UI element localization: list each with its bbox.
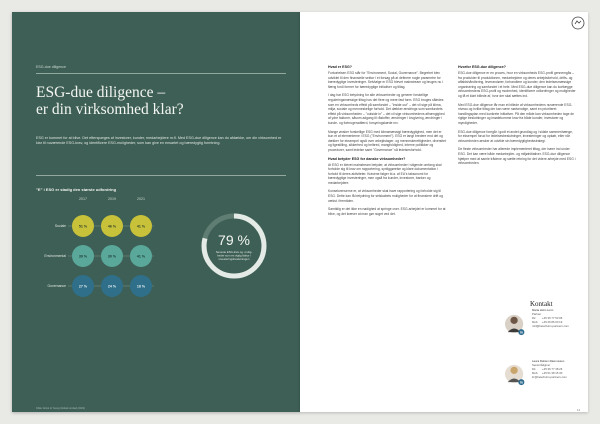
page-title <box>36 84 286 118</box>
year-label-0: 2017 <box>79 197 87 201</box>
logo-icon <box>571 16 585 30</box>
right-page <box>300 12 588 412</box>
source-footer: Kilde: Ernst & Young Global Limited (2021) <box>36 407 86 410</box>
contact-heading: Kontakt <box>530 300 553 308</box>
contact-person-2 <box>532 360 584 380</box>
paragraph: I dag har ESG betydning for alle virksomheder og generer forskellige reguleringsmæssige tiltag hos det flere og mere fast form. ESG bruges således som en virksomheds effekt på samfundet – "inside out" – det vil sige på klima, miljø, sociale og menneskelige forhold. Det dækker ændrings som samfundets effekt på virksomheden – "outside in" – det vil sige virksomhedens afhængighed af ydre faktorer, såsom adgang til råstoffer, ændringer i lovgivning, ændringer i kunde- og forbrugeradfærd, forsyningskæde mv. <box>328 93 445 125</box>
contact-person-1 <box>532 309 584 329</box>
row-label-governance: Governance <box>47 284 66 288</box>
value-environmental-2019: 30 % <box>107 254 117 259</box>
lead-paragraph: ESG er kommet for at blive. Det efterspørges af investorer, kunder, medarbejdere m.fl. Med ESG-due diligence kan du afdække, om din virksomhed er klar til nuværende ESG-krav, og identificere ESG-muligheder, som kan give en ensartet og bæredygtig formtning. <box>36 136 282 146</box>
person-name: Laura Rebien Rasmussen <box>532 359 565 363</box>
heading-hvad-er-esg: Hvad er ESG? <box>328 65 352 69</box>
value-environmental-2021: 41 % <box>136 254 146 259</box>
title-line-1: ESG-due diligence – <box>36 84 166 101</box>
paragraph: Mange ønsker forskellige ESG med klimamæssigt bæredygtighed, men det er kun et af elementerne i ESG ("Environment"). ESG er langt bredere end det og dækker for eksempel også over arbejdstager- og menneskerettigheder, diversitet og ligestilling, sikkerhed og helbred, mangfoldighed, interne politikker og procedurer, samt ledelse samt "Governance" så ledelsesforhold. <box>328 129 446 152</box>
paragraph: Samtidig er det ikke en nødighed at springe over. ESG-arbejdet er kommet for at blive, og det kræver at man gør noget ved det. <box>328 207 446 216</box>
row-label-sociale: Sociale <box>54 224 66 228</box>
heading-hvorfor-esg: Hvorfor ESG-due diligence? <box>458 65 506 69</box>
paragraph: At ESG er blevet mainstream betyder, at virksomheder i stigende omfang skal forholde sig til krav om rapportering, synliggørelse og klare dokumentation i forhold til deres aktiviteter. Kravene følger bl.a. af EU's taksonomi for bæredygtige investeringer, men også fra kunder, investorer, banker og medarbejdere. <box>328 162 442 185</box>
chart-title: "E" i ESG er stadig den største udfordring <box>36 187 117 192</box>
paragraph: Med ESG-due diligence får man et billede af virksomhedens nuværende ESG-niveau og hvilke tiltag der kan være nødvendige, samt en prioriteret handlingsplan med konkrete initiativer. På den måde kan virksomheden tage de rigtige beslutninger og imødekomme krav fra både kunder, investorer og myndigheder. <box>458 102 575 125</box>
email-link[interactable]: lrr@beierholm-partners.com <box>532 374 567 379</box>
year-label-1: 2019 <box>108 197 116 201</box>
value-sociale-2017: 51 % <box>78 224 88 229</box>
donut-caption-1: Seneste ESG-krav og -mulig- <box>215 250 253 254</box>
paragraph: Konsekvenserne er, at virksomheder skal have rapportering og forholde sig til ESG. Dette kan få betydning for selskabets muligheder for at finansiere drift og vækst i fremtiden. <box>328 189 443 203</box>
row-label-environmental: Environmental <box>44 254 66 258</box>
text-column-1 <box>328 65 446 220</box>
paragraph: Forkortelsen ESG står for "Environment, Social, Governance". Begrebet blev udviklet til den finansielle sektor i et forsøg på at definere nogle parametre for bæredygtige investeringer. Selvfølge er ESG blevet mainstream og bruges nu i flæng fordi former for bæredygtige initiativer og tiltag. <box>328 71 443 89</box>
avatar <box>505 310 525 338</box>
value-environmental-2017: 39 % <box>78 254 88 259</box>
paragraph: ESG-due diligence foregår i godt et andet grundlag og i sidste sammenhænge, for eksempel forud for ledelsesbeslutninger, investeringer og opkøb, eller når virksomheden ønsker at udvikle sin bæredygtighedsstrategi. <box>458 129 573 143</box>
page-number: 11 <box>577 408 581 412</box>
text-column-2 <box>458 65 576 170</box>
svg-text:in: in <box>519 330 523 335</box>
section-label: ESG-due diligence <box>36 65 66 69</box>
person-title: Partner <box>532 311 542 316</box>
person-title: Seniorrådgiver <box>532 362 551 367</box>
person-name: Maria Holm Lunn <box>532 308 554 312</box>
paragraph: De fleste virksomheder har allerede implementeret tiltag, der hører ind under ESG. Det kan være både medarbejder- og miljøinitiativer. ESG-due diligence hjælper med at samle trådene og sætte retning for det videre arbejde med ESG i virksomheden. <box>458 147 576 166</box>
mob-label: Mob. <box>532 319 539 324</box>
phone-mobile[interactable]: +45 26 86 00 19 <box>542 319 563 324</box>
divider <box>36 175 286 176</box>
phone-direct[interactable]: +45 36 77 48 26 <box>542 366 563 371</box>
value-governance-2019: 24 % <box>107 284 117 289</box>
email-link[interactable]: mhl@beierholm-partners.com <box>532 323 569 328</box>
mob-label: Mob. <box>532 370 539 375</box>
paragraph: ESG-due diligence er en proces, hvor en virksomheds ESG-profil gennemgås – fra produkter til produktionen, medarbejdere og deres arbejdsforhold, drifts- og affaldshåndtering, leverandører, forhandlere og kunder, den ledelsesmæssige organisering og samfundet i et hele. Med ESG-due diligence kan du kortlægge virksomhedens ESG-profil og modenhed, identificere udfordringer og muligheder og få et klart billede af, hvor der skal sættes ind. <box>458 71 576 98</box>
avatar <box>505 360 525 388</box>
heading-hvad-betyder-esg: Hvad betyder ESG for danske virksomheder? <box>328 156 406 161</box>
svg-text:in: in <box>519 380 523 385</box>
phone-mobile[interactable]: +45 51 38 15 30 <box>542 370 563 375</box>
value-governance-2017: 27 % <box>78 284 88 289</box>
value-sociale-2021: 41 % <box>136 224 146 229</box>
donut-value: 79 % <box>218 232 250 248</box>
donut-caption-3: investeringsbeslutningen <box>218 257 250 261</box>
dir-label: Dir. <box>532 315 537 320</box>
value-governance-2021: 18 % <box>136 284 146 289</box>
esg-chart <box>12 194 300 304</box>
phone-direct[interactable]: +45 36 77 53 95 <box>542 315 563 320</box>
value-sociale-2019: 46 % <box>107 224 117 229</box>
donut-chart <box>204 216 264 276</box>
dir-label: Dir. <box>532 366 537 371</box>
title-line-2: er din virksomhed klar? <box>36 101 184 118</box>
divider <box>36 73 286 74</box>
year-label-2: 2021 <box>137 197 145 201</box>
left-page <box>12 12 300 412</box>
donut-caption-2: heder som en vigtig faktor i <box>217 253 251 258</box>
